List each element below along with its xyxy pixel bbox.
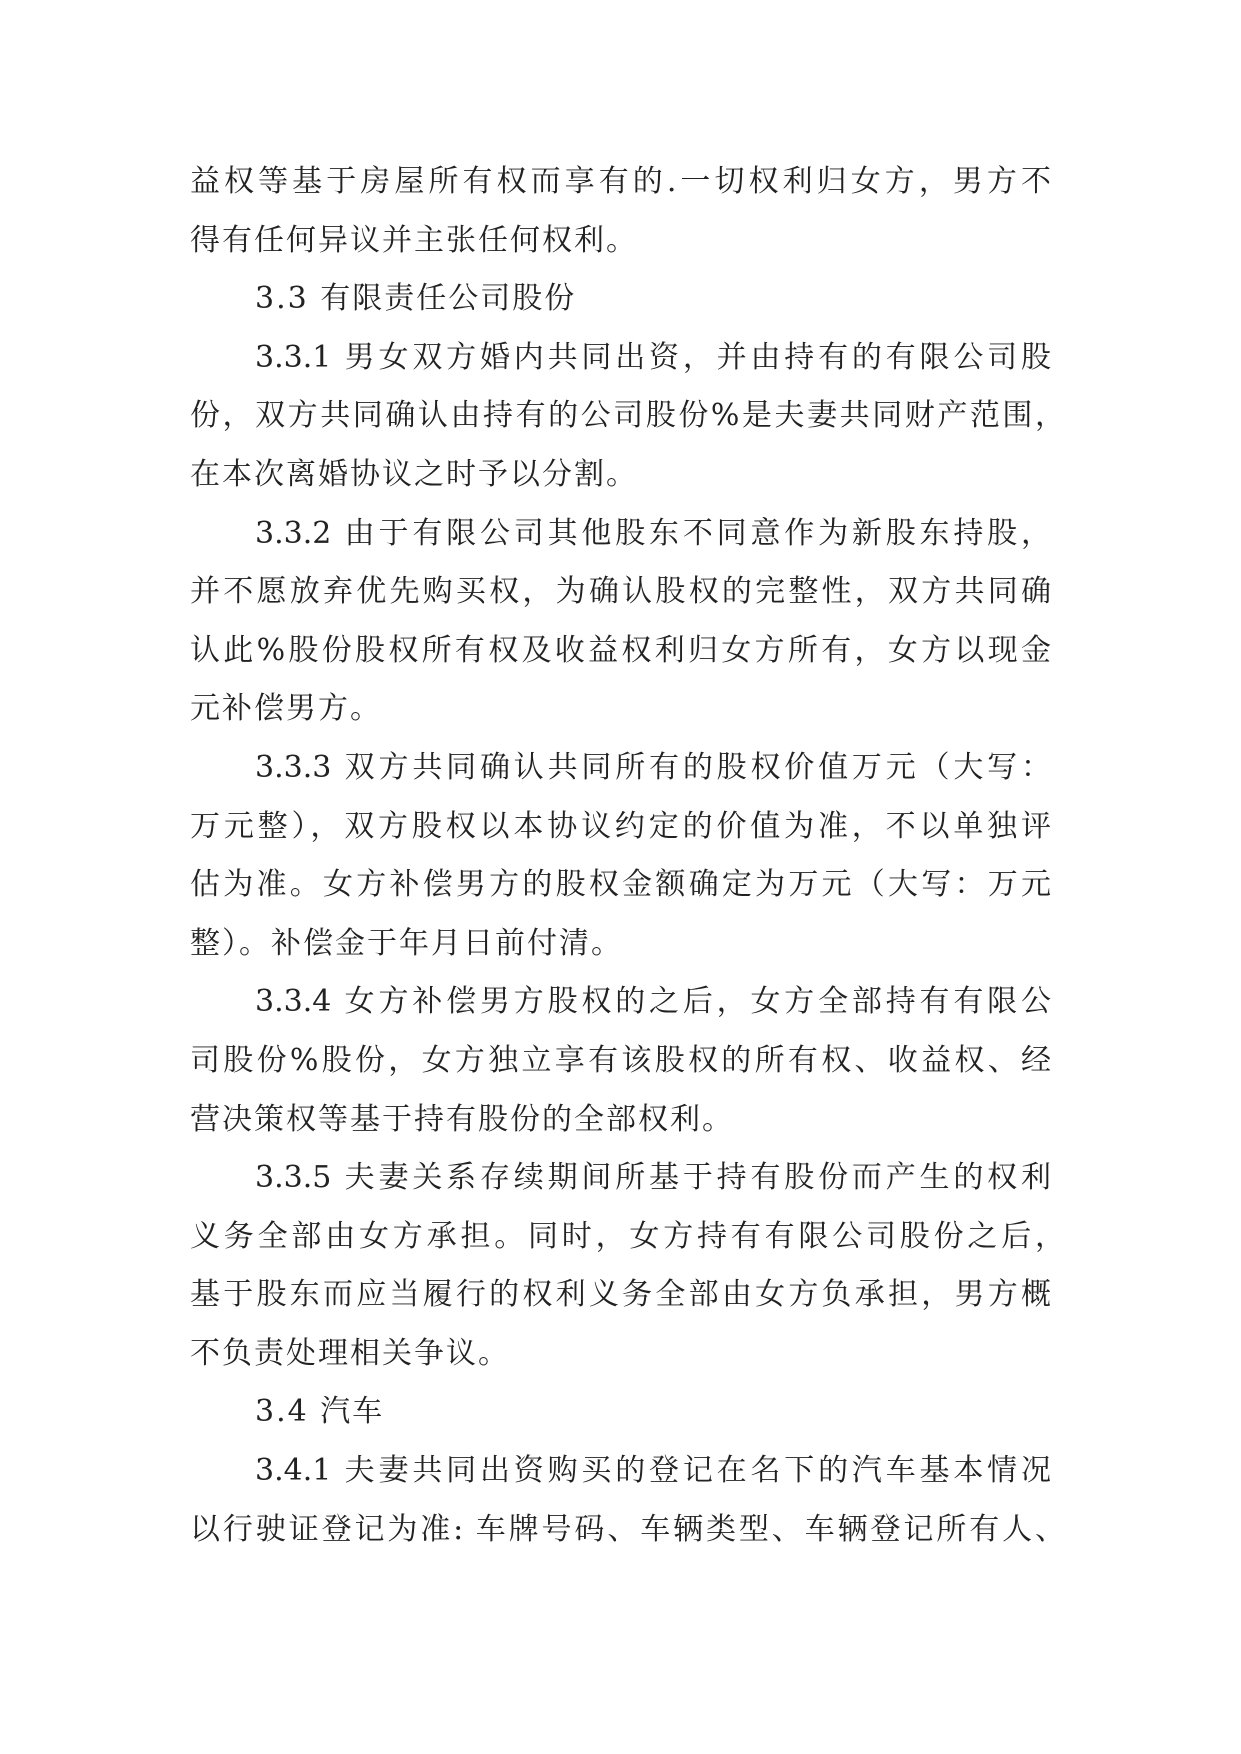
paragraph-3-3-1 [190,329,1065,505]
text-line: 3.3.5 夫妻关系存续期间所基于持有股份而产生的权利 [255,1160,1051,1196]
text-line: 3.3.1 男女双方婚内共同出资，并由持有的有限公司股 [255,339,1051,375]
text-line: 在本次离婚协议之时予以分割。 [190,456,638,492]
paragraph-continued [190,153,1051,270]
text-line: 3.3.3 双方共同确认共同所有的股权价值万元（大写： [255,749,1051,785]
text-line: 估为准。女方补偿男方的股权金额确定为万元（大写：万元 [190,867,1051,903]
section-heading-3-4 [190,1383,1051,1442]
text-line: 不负责处理相关争议。 [190,1335,510,1371]
section-heading-3-3 [190,270,1051,329]
paragraph-3-3-5 [190,1149,1065,1383]
text-line: 营决策权等基于持有股份的全部权利。 [190,1101,734,1137]
text-line: 3.3.2 由于有限公司其他股东不同意作为新股东持股， [255,515,1051,551]
heading-line: 3.3 有限责任公司股份 [255,281,577,317]
paragraph-3-3-2 [190,505,1051,739]
document-body [190,153,1065,1559]
text-line: 份，双方共同确认由持有的公司股份%是夫妻共同财产范围， [190,398,1065,434]
text-line: 元补偿男方。 [190,691,382,727]
text-line: 整）。补偿金于年月日前付清。 [190,925,623,961]
text-line: 义务全部由女方承担。同时，女方持有有限公司股份之后， [190,1218,1065,1254]
text-line: 以行驶证登记为准: 车牌号码、车辆类型、车辆登记所有人、 [190,1511,1065,1547]
text-line: 认此%股份股权所有权及收益权利归女方所有，女方以现金 [190,632,1051,668]
text-line: 益权等基于房屋所有权而享有的.一切权利归女方，男方不 [190,164,1051,199]
text-line: 并不愿放弃优先购买权，为确认股权的完整性，双方共同确 [190,574,1051,610]
text-line: 万元整），双方股权以本协议约定的价值为准，不以单独评 [190,808,1051,844]
heading-line: 3.4 汽车 [255,1394,385,1430]
text-line: 得有任何异议并主张任何权利。 [190,222,638,258]
text-line: 基于股东而应当履行的权利义务全部由女方负承担，男方概 [190,1277,1051,1313]
text-line: 3.3.4 女方补偿男方股权的之后，女方全部持有有限公 [255,984,1051,1020]
text-line: 3.4.1 夫妻共同出资购买的登记在名下的汽车基本情况 [255,1453,1051,1489]
text-line: 司股份%股份，女方独立享有该股权的所有权、收益权、经 [190,1042,1051,1078]
paragraph-3-3-4 [190,973,1051,1149]
paragraph-3-3-3 [190,739,1051,973]
paragraph-3-4-1 [190,1442,1065,1559]
